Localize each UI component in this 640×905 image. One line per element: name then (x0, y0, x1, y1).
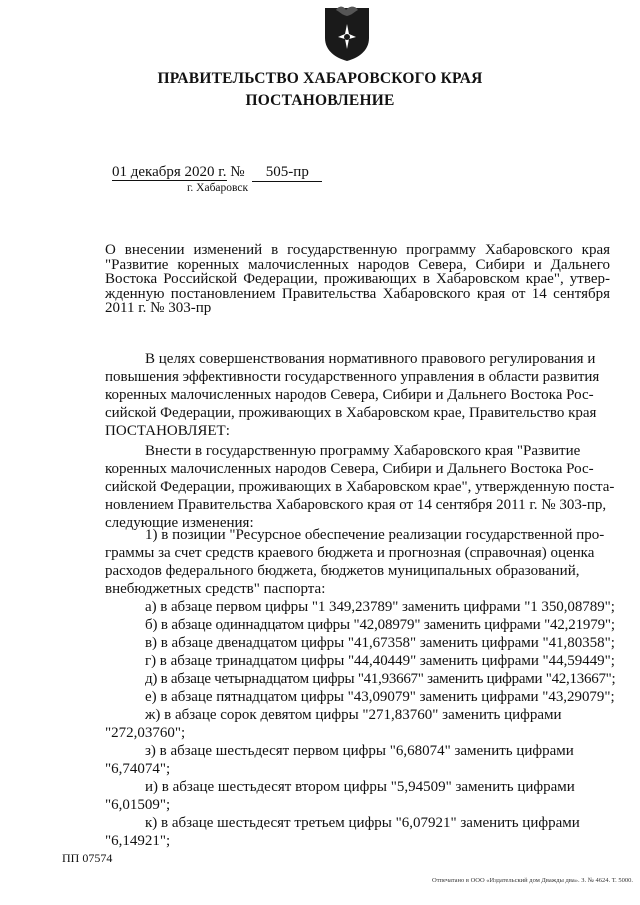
subject-line: 2011 г. № 303-пр (105, 300, 212, 316)
text-line: расходов федерального бюджета, бюджетов муниципальных образований, (105, 563, 580, 579)
list-item: а) в абзаце первом цифры "1 349,23789" заменить цифрами "1 350,08789"; (145, 599, 615, 615)
document-subject (105, 243, 610, 316)
list-item: в) в абзаце двенадцатом цифры "41,67358" заменить цифрами "41,80358"; (145, 635, 615, 651)
list-item: з) в абзаце шестьдесят первом цифры "6,68074" заменить цифрами (145, 743, 574, 759)
number-label: № (230, 164, 245, 180)
text-line: В целях совершенствования нормативного правового регулирования и (145, 351, 596, 367)
print-note: Отпечатано в ООО «Издательский дом Дважды два». З. № 4624. Т. 5000. (432, 877, 633, 884)
subject-line: "Развитие коренных малочисленных народов Севера, Сибири и Дальнего (105, 256, 610, 273)
text-line: внебюджетных средств" паспорта: (105, 581, 326, 597)
text-line: ПОСТАНОВЛЯЕТ: (105, 423, 230, 439)
subject-line: жденную постановлением Правительства Хабаровского края от 14 сентября (105, 285, 610, 302)
text-line: новлением Правительства Хабаровского края от 14 сентября 2011 г. № 303-пр, (105, 497, 607, 513)
coat-of-arms-icon (322, 4, 372, 62)
main-paragraph (105, 442, 615, 532)
organization-title: ПРАВИТЕЛЬСТВО ХАБАРОВСКОГО КРАЯ (157, 70, 483, 87)
text-line: 1) в позиции "Ресурсное обеспечение реализации государственной про- (145, 527, 605, 543)
document-code: ПП 07574 (62, 851, 113, 865)
preamble-paragraph (105, 350, 615, 440)
document-number: 505-пр (252, 164, 322, 182)
list-item: к) в абзаце шестьдесят третьем цифры "6,07921" заменить цифрами (145, 815, 580, 831)
list-item-cont: "272,03760"; (105, 725, 186, 741)
text-line: коренных малочисленных народов Севера, Сибири и Дальнего Востока Рос- (105, 461, 594, 477)
subject-line: О внесении изменений в государственную программу Хабаровского края (105, 242, 610, 258)
text-line: сийской Федерации, проживающих в Хабаровском крае", утвержденную поста- (105, 479, 615, 495)
text-line: сийской Федерации, проживающих в Хабаровском крае, Правительство края (105, 405, 597, 421)
subitems-list-2 (105, 706, 615, 850)
document-type: ПОСТАНОВЛЕНИЕ (245, 92, 395, 109)
text-line: повышения эффективности государственного управления в области развития (105, 369, 600, 385)
text-line: Внести в государственную программу Хабаровского края "Развитие (145, 443, 581, 459)
text-line: следующие изменения: (105, 515, 254, 531)
document-date: 01 декабря 2020 г. (112, 164, 227, 180)
text-line: граммы за счет средств краевого бюджета и прогнозная (справочная) оценка (105, 545, 595, 561)
list-item-cont: "6,74074"; (105, 761, 171, 777)
city: г. Хабаровск (187, 182, 249, 194)
list-item: б) в абзаце одиннадцатом цифры "42,08979" заменить цифрами "42,21979"; (145, 617, 615, 633)
list-item-cont: "6,01509"; (105, 797, 171, 813)
item-1-paragraph (105, 526, 615, 598)
list-item: ж) в абзаце сорок девятом цифры "271,83760" заменить цифрами (145, 707, 562, 723)
text-line: коренных малочисленных народов Севера, Сибири и Дальнего Востока Рос- (105, 387, 594, 403)
list-item: е) в абзаце пятнадцатом цифры "43,09079" заменить цифрами "43,29079"; (145, 689, 615, 705)
list-item: г) в абзаце тринадцатом цифры "44,40449" заменить цифрами "44,59449"; (145, 653, 615, 669)
list-item: и) в абзаце шестьдесят втором цифры "5,94509" заменить цифрами (145, 779, 575, 795)
subitems-list (105, 598, 615, 706)
date-number-line (112, 164, 322, 182)
list-item-cont: "6,14921"; (105, 833, 171, 849)
list-item: д) в абзаце четырнадцатом цифры "41,93667" заменить цифрами "42,13667"; (145, 671, 616, 687)
subject-line: Востока Российской Федерации, проживающих в Хабаровском крае", утвер- (105, 271, 610, 287)
